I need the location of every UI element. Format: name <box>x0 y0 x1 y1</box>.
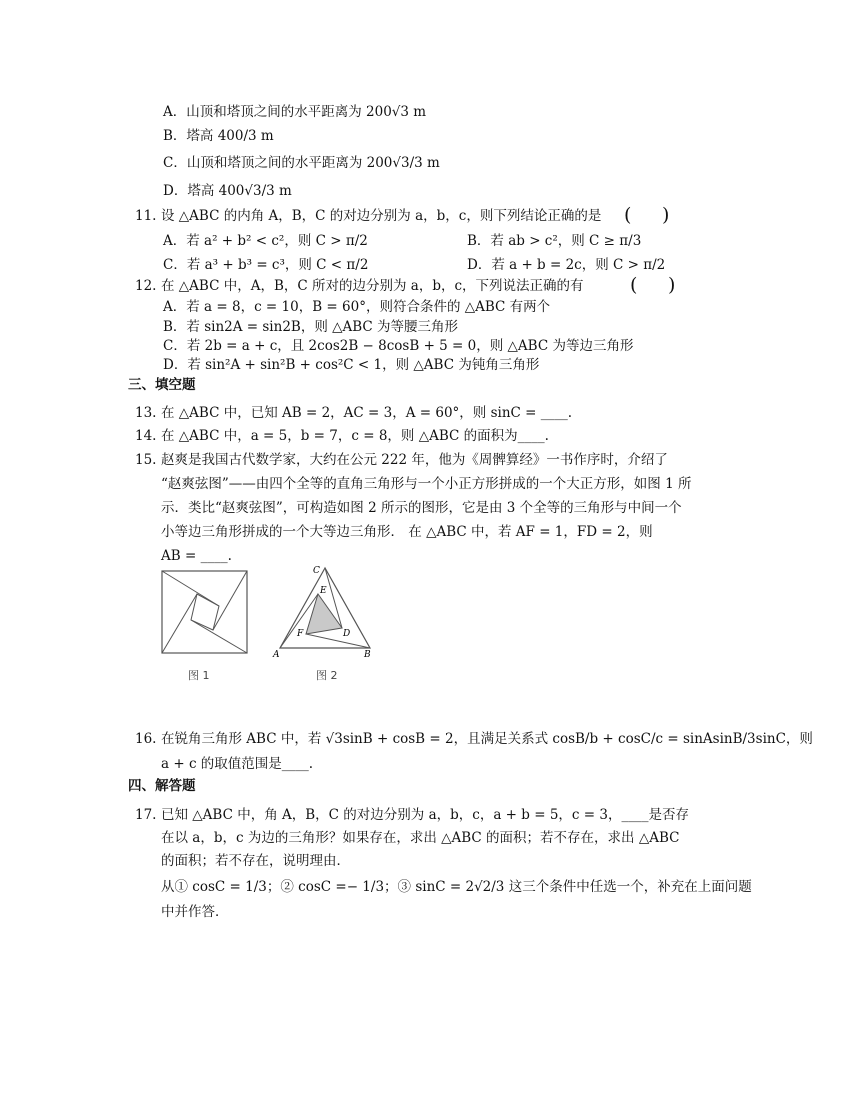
section-heading: 四、解答题 <box>128 778 196 794</box>
q15-line-4: 小等边三角形拼成的一个大等边三角形． 在 △ABC 中，若 AF = 1，FD = 2，则 <box>161 524 653 540</box>
q17-line-1: 已知 △ABC 中，角 A，B，C 的对边分别为 a，b，c，a + b = 5，c = 3，____是否存 <box>161 807 689 823</box>
q12-option-c: C．若 2b = a + c，且 2cos2B − 8cosB + 5 = 0，则 △ABC 为等边三角形 <box>163 338 634 354</box>
q15-line-2: “赵爽弦图”——由四个全等的直角三角形与一个小正方形拼成的一个大正方形，如图 1 所 <box>161 476 692 492</box>
q14-text: 在 △ABC 中，a = 5，b = 7，c = 8，则 △ABC 的面积为____. <box>161 428 549 444</box>
label-b: B <box>364 650 371 660</box>
question-number: 17. <box>135 807 157 823</box>
question-number: 14. <box>135 428 157 444</box>
q17-line-3: 的面积；若不存在，说明理由． <box>161 853 350 869</box>
figure-2-triangle-diagram <box>270 562 380 662</box>
q10-option-a: A．山顶和塔顶之间的水平距离为 200√3 m <box>163 104 427 120</box>
answer-paren-open: ( <box>624 204 632 226</box>
q11-option-a: A．若 a² + b² < c²，则 C > π/2 <box>163 233 368 249</box>
label-a: A <box>273 650 280 660</box>
label-c: C <box>313 566 320 576</box>
question-number: 12. <box>135 278 157 294</box>
label-e: E <box>320 586 327 596</box>
label-d: D <box>343 629 351 639</box>
q10-option-c: C．山顶和塔顶之间的水平距离为 200√3/3 m <box>163 155 440 171</box>
figure-1-caption: 图 1 <box>188 669 210 682</box>
q16-line-2: a + c 的取值范围是____. <box>161 756 314 772</box>
q11-option-d: D．若 a + b = 2c，则 C > π/2 <box>467 257 666 273</box>
question-number: 15. <box>135 452 157 468</box>
answer-paren-open: ( <box>630 274 638 296</box>
q13-text: 在 △ABC 中，已知 AB = 2，AC = 3，A = 60°，则 sinC = ____. <box>161 405 573 421</box>
q10-option-d: D．塔高 400√3/3 m <box>163 183 292 199</box>
q16-line-1: 在锐角三角形 ABC 中，若 √3sinB + cosB = 2，且满足关系式 cosB/b + cosC/c = sinAsinB/3sinC，则 <box>161 731 813 747</box>
q11-stem: 设 △ABC 的内角 A，B，C 的对边分别为 a，b，c，则下列结论正确的是 <box>161 208 602 224</box>
q10-option-b: B．塔高 400/3 m <box>163 128 274 144</box>
q15-line-5: AB = ____. <box>161 548 232 564</box>
question-number: 11. <box>135 208 157 224</box>
q12-stem: 在 △ABC 中，A，B，C 所对的边分别为 a，b，c，下列说法正确的有 <box>161 278 584 294</box>
q12-option-a: A．若 a = 8，c = 10，B = 60°，则符合条件的 △ABC 有两个 <box>163 299 551 315</box>
answer-paren-close: ) <box>662 204 670 226</box>
figure-2-caption: 图 2 <box>316 669 338 682</box>
section-heading: 三、填空题 <box>128 377 196 393</box>
q11-option-b: B．若 ab > c²，则 C ≥ π/3 <box>467 233 642 249</box>
q12-option-b: B．若 sin2A = sin2B，则 △ABC 为等腰三角形 <box>163 319 459 335</box>
q17-line-5: 中并作答． <box>161 904 229 920</box>
q15-line-3: 示．类比“赵爽弦图”，可构造如图 2 所示的图形，它是由 3 个全等的三角形与中间一个 <box>161 500 682 516</box>
figure-1-zhao-shuang-diagram <box>157 566 253 660</box>
answer-paren-close: ) <box>668 274 676 296</box>
q11-option-c: C．若 a³ + b³ = c³，则 C < π/2 <box>163 257 369 273</box>
q15-line-1: 赵爽是我国古代数学家，大约在公元 222 年，他为《周髀算经》一书作序时，介绍了 <box>161 452 668 468</box>
question-number: 13. <box>135 405 157 421</box>
label-f: F <box>297 629 304 639</box>
q17-line-4: 从① cosC = 1/3；② cosC =− 1/3；③ sinC = 2√2/3 这三个条件中任选一个，补充在上面问题 <box>161 879 752 895</box>
question-number: 16. <box>135 731 157 747</box>
q12-option-d: D．若 sin²A + sin²B + cos²C < 1，则 △ABC 为钝角三角形 <box>163 357 540 373</box>
q17-line-2: 在以 a，b，c 为边的三角形？如果存在，求出 △ABC 的面积；若不存在，求出 △ABC <box>161 830 680 846</box>
